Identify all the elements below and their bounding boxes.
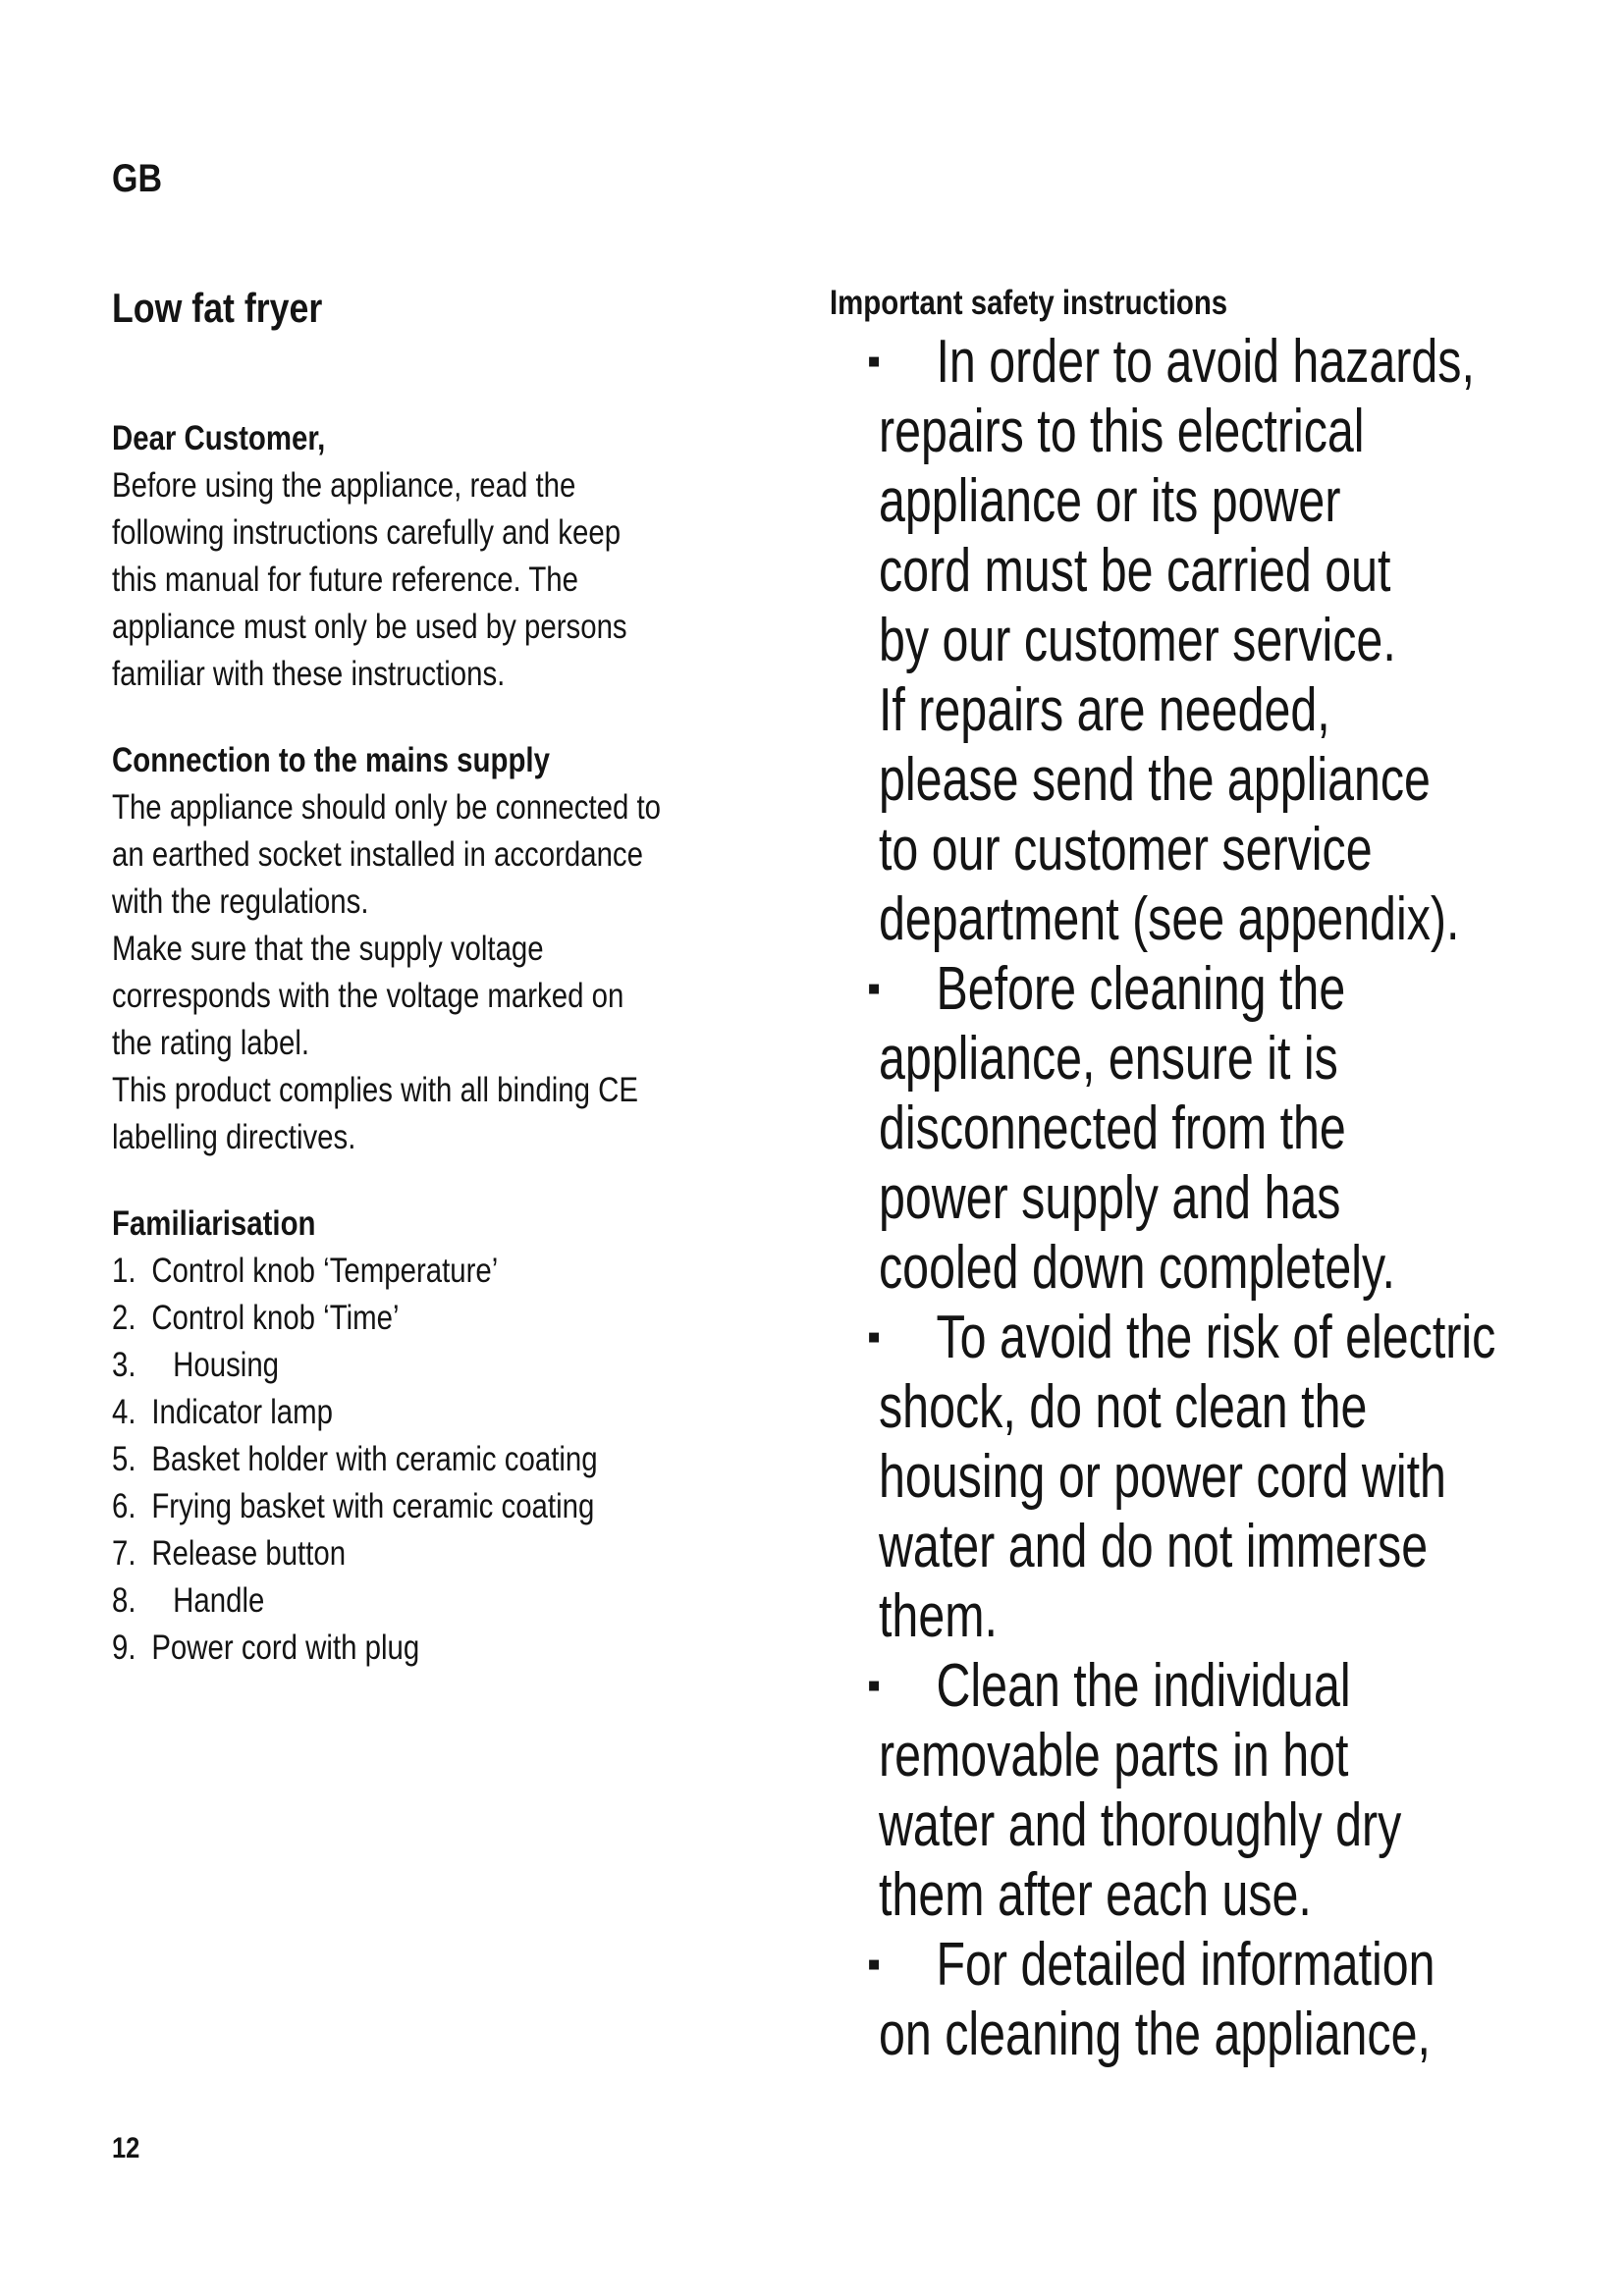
mains-supply-heading: Connection to the mains supply (112, 741, 550, 779)
list-number: 8. (112, 1581, 136, 1620)
familiarisation-section (112, 1201, 871, 1672)
mains-supply-line: corresponds with the voltage marked on (112, 977, 624, 1015)
list-number: 4. (112, 1393, 136, 1431)
safety-line: water and do not immerse (879, 1513, 1429, 1580)
parts-list-item (112, 1577, 871, 1625)
mains-supply-line: the rating label. (112, 1024, 310, 1062)
part-label: Indicator lamp (151, 1393, 333, 1431)
parts-list (112, 1248, 871, 1672)
safety-item (830, 327, 1576, 954)
bullet-icon: ▪ (867, 1315, 882, 1359)
safety-line: removable parts in hot (879, 1722, 1349, 1789)
part-label: Housing (173, 1346, 280, 1384)
safety-line: Clean the individual (936, 1652, 1351, 1720)
parts-list-item (112, 1625, 871, 1672)
mains-supply-line: labelling directives. (112, 1118, 356, 1156)
safety-line: appliance, ensure it is (879, 1025, 1338, 1093)
list-number: 1. (112, 1252, 136, 1290)
safety-line: For detailed information (936, 1931, 1435, 1999)
mains-supply-line: The appliance should only be connected to (112, 788, 662, 827)
dear-customer-line: Before using the appliance, read the (112, 466, 576, 505)
parts-list-item (112, 1436, 871, 1483)
safety-line: appliance or its power (879, 467, 1341, 535)
mains-supply-line: This product complies with all binding CE (112, 1071, 638, 1109)
parts-list-item (112, 1248, 871, 1295)
parts-list-item (112, 1389, 871, 1436)
part-label: Frying basket with ceramic coating (151, 1487, 595, 1525)
bullet-icon: ▪ (867, 1664, 882, 1707)
document-title: Low fat fryer (112, 285, 323, 331)
safety-line: on cleaning the appliance, (879, 2001, 1431, 2068)
parts-list-item (112, 1295, 871, 1342)
list-number: 3. (112, 1346, 136, 1384)
safety-line: them. (879, 1582, 998, 1650)
safety-item (830, 1651, 1576, 1930)
safety-line: please send the appliance (879, 746, 1431, 814)
safety-item (830, 1930, 1576, 2069)
parts-list-item (112, 1483, 871, 1530)
safety-line: Before cleaning the (936, 955, 1346, 1023)
safety-line: them after each use. (879, 1861, 1312, 1929)
list-number: 5. (112, 1440, 136, 1478)
safety-line: water and thoroughly dry (879, 1791, 1402, 1859)
right-column (830, 280, 1576, 2069)
list-number: 9. (112, 1629, 136, 1667)
parts-list-item (112, 1342, 871, 1389)
mains-supply-line: an earthed socket installed in accordance (112, 835, 643, 874)
safety-line: repairs to this electrical (879, 398, 1365, 465)
mains-supply-section (112, 737, 871, 1161)
dear-customer-line: familiar with these instructions. (112, 655, 506, 693)
safety-list (830, 327, 1576, 2069)
safety-line: If repairs are needed, (879, 676, 1330, 744)
safety-line: cooled down completely. (879, 1234, 1395, 1302)
bullet-icon: ▪ (867, 967, 882, 1010)
language-code: GB (112, 157, 162, 200)
dear-customer-line: this manual for future reference. The (112, 561, 579, 599)
safety-line: housing or power cord with (879, 1443, 1446, 1511)
list-number: 2. (112, 1299, 136, 1337)
part-label: Power cord with plug (151, 1629, 420, 1667)
familiarisation-heading: Familiarisation (112, 1204, 316, 1243)
safety-line: shock, do not clean the (879, 1373, 1368, 1441)
safety-line: To avoid the risk of electric (936, 1304, 1496, 1371)
parts-list-item (112, 1530, 871, 1577)
safety-line: In order to avoid hazards, (936, 328, 1475, 396)
list-number: 7. (112, 1534, 136, 1573)
safety-line: power supply and has (879, 1164, 1341, 1232)
safety-heading: Important safety instructions (830, 284, 1228, 322)
safety-line: by our customer service. (879, 607, 1396, 674)
safety-line: to our customer service (879, 816, 1373, 883)
part-label: Basket holder with ceramic coating (151, 1440, 598, 1478)
safety-item (830, 954, 1576, 1303)
bullet-icon: ▪ (867, 1943, 882, 1986)
dear-customer-heading: Dear Customer, (112, 419, 326, 457)
dear-customer-line: following instructions carefully and keep (112, 513, 622, 552)
safety-line: department (see appendix). (879, 885, 1460, 953)
safety-line: disconnected from the (879, 1095, 1346, 1162)
safety-line: cord must be carried out (879, 537, 1391, 605)
safety-item (830, 1303, 1576, 1651)
list-number: 6. (112, 1487, 136, 1525)
part-label: Control knob ‘Time’ (151, 1299, 400, 1337)
part-label: Handle (173, 1581, 265, 1620)
left-column (112, 278, 858, 1672)
mains-supply-line: Make sure that the supply voltage (112, 930, 544, 968)
page-number: 12 (112, 2132, 140, 2164)
mains-supply-line: with the regulations. (112, 882, 369, 921)
part-label: Release button (151, 1534, 347, 1573)
dear-customer-section (112, 415, 871, 698)
dear-customer-line: appliance must only be used by persons (112, 608, 627, 646)
part-label: Control knob ‘Temperature’ (151, 1252, 499, 1290)
bullet-icon: ▪ (867, 340, 882, 383)
